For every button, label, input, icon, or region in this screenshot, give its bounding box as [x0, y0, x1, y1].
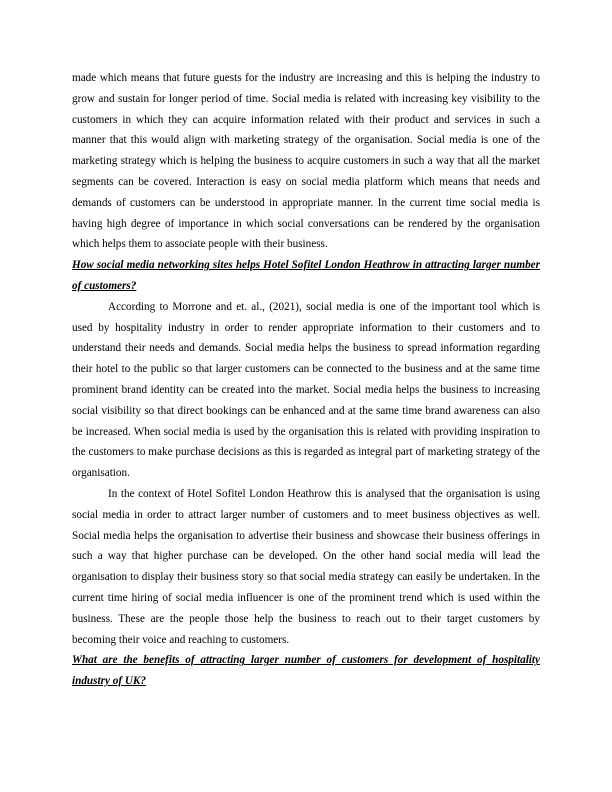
body-paragraph: made which means that future guests for the industry are increasing and this is helping the industry to grow and sustain for longer period of time. Social media is related with increasing key visibility to the customers in which they can acquire information related with their product and services in such a manner that this would align with marketing strategy of the organisation. Social media is one of the marketing strategy which is helping the business to acquire customers in such a way that all the market segments can be covered. Interaction is easy on social media platform which means that needs and demands of customers can be understood in appropriate manner. In the current time social media is having high degree of importance in which social conversations can be rendered by the organisation which helps them to associate people with their business. — [72, 72, 540, 251]
document-page — [72, 68, 540, 692]
section-heading: What are the benefits of attracting larger number of customers for development of hospitality industry of UK? — [72, 654, 540, 688]
body-paragraph: In the context of Hotel Sofitel London Heathrow this is analysed that the organisation is using social media in order to attract larger number of customers and to meet business objectives as well. Social media helps the organisation to advertise their business and showcase their business offerings in such a way that higher purchase can be developed. On the other hand social media will lead the organisation to display their business story so that social media strategy can easily be undertaken. In the current time hiring of social media influencer is one of the prominent trend which is used within the business. These are the people those help the business to reach out to their target customers by becoming their voice and reaching to customers. — [72, 487, 540, 646]
body-paragraph: According to Morrone and et. al., (2021), social media is one of the important tool which is used by hospitality industry in order to render appropriate information to their customers and to understand their needs and demands. Social media helps the business to spread information regarding their hotel to the public so that larger customers can be connected to the business and at the same time prominent brand identity can be created into the market. Social media helps the business to increasing social visibility so that direct bookings can be enhanced and at the same time brand awareness can also be increased. When social media is used by the organisation this is related with providing inspiration to the customers to make purchase decisions as this is regarded as integral part of marketing strategy of the organisation. — [72, 300, 540, 480]
section-heading: How social media networking sites helps Hotel Sofitel London Heathrow in attracting larger number of customers? — [72, 259, 540, 292]
